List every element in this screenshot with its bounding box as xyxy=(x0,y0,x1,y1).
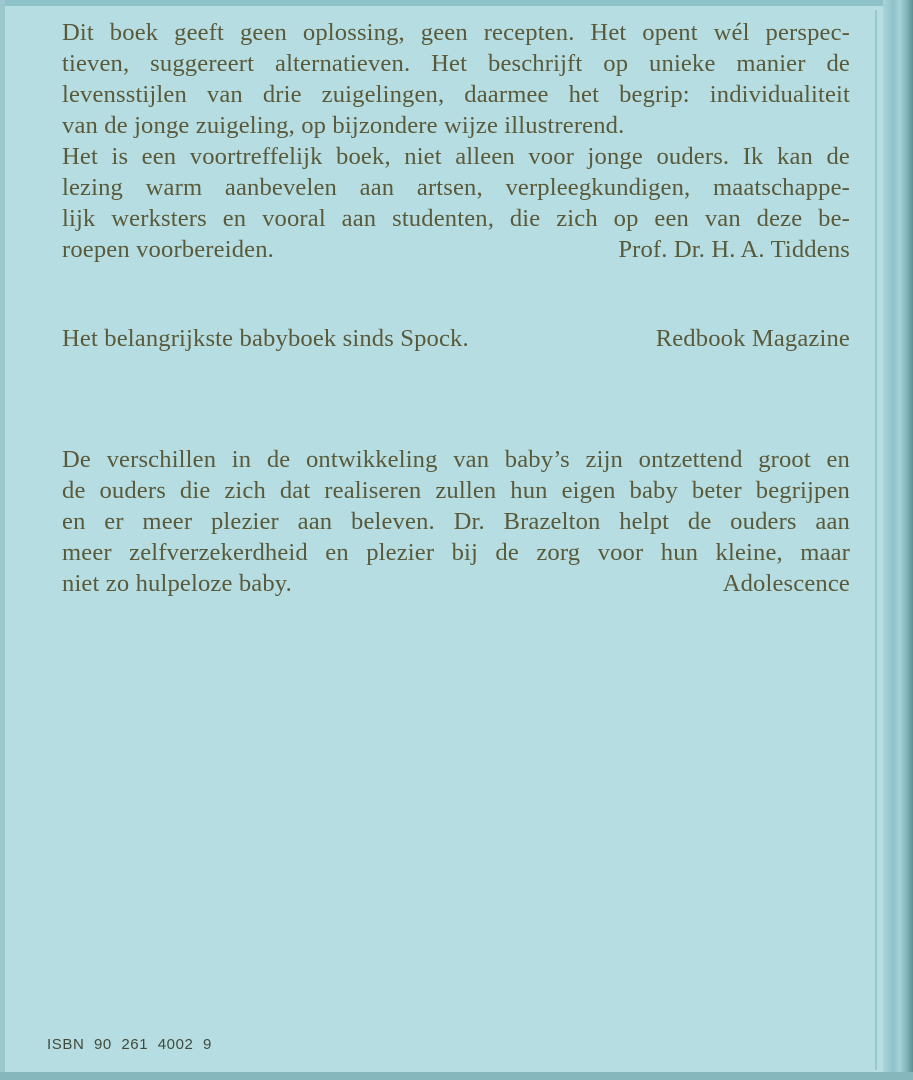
review-last-line xyxy=(62,234,850,265)
review-attribution: Prof. Dr. H. A. Tiddens xyxy=(618,236,850,263)
cover-spine-crease xyxy=(875,10,877,1070)
review-last-line xyxy=(62,568,850,599)
review-line: roepen voorbereiden. xyxy=(62,236,274,263)
review-redbook xyxy=(62,323,850,354)
review-tiddens xyxy=(62,17,850,265)
cover-bottom-edge xyxy=(0,1072,913,1080)
review-line: lezing warm aanbevelen aan artsen, verpleegkundigen, maatschappe- xyxy=(62,174,850,201)
review-line: tieven, suggereert alternatieven. Het beschrijft op unieke manier de xyxy=(62,50,850,77)
review-line: Het is een voortreffelijk boek, niet alleen voor jonge ouders. Ik kan de xyxy=(62,143,850,170)
review-line: niet zo hulpeloze baby. xyxy=(62,570,292,597)
review-line: en er meer plezier aan beleven. Dr. Brazelton helpt de ouders aan xyxy=(62,508,850,535)
review-attribution: Adolescence xyxy=(722,570,850,597)
cover-left-edge xyxy=(0,0,5,1080)
review-line: De verschillen in de ontwikkeling van baby’s zijn ontzettend groot en xyxy=(62,446,850,473)
cover-top-edge xyxy=(0,0,913,6)
review-line: de ouders die zich dat realiseren zullen hun eigen baby beter begrijpen xyxy=(62,477,850,504)
isbn-number: ISBN 90 261 4002 9 xyxy=(47,1036,212,1053)
review-line: van de jonge zuigeling, op bijzondere wijze illustrerend. xyxy=(62,112,625,139)
review-attribution: Redbook Magazine xyxy=(655,325,850,352)
review-line: levensstijlen van drie zuigelingen, daarmee het begrip: individualiteit xyxy=(62,81,850,108)
review-line: Dit boek geeft geen oplossing, geen recepten. Het opent wél perspec- xyxy=(62,19,850,46)
cover-right-edge xyxy=(883,0,913,1080)
review-line: lijk werksters en vooral aan studenten, die zich op een van deze be- xyxy=(62,205,850,232)
review-adolescence xyxy=(62,444,850,599)
review-quote: Het belangrijkste babyboek sinds Spock. xyxy=(62,325,469,352)
review-line: meer zelfverzekerdheid en plezier bij de zorg voor hun kleine, maar xyxy=(62,539,850,566)
review-last-line xyxy=(62,323,850,354)
